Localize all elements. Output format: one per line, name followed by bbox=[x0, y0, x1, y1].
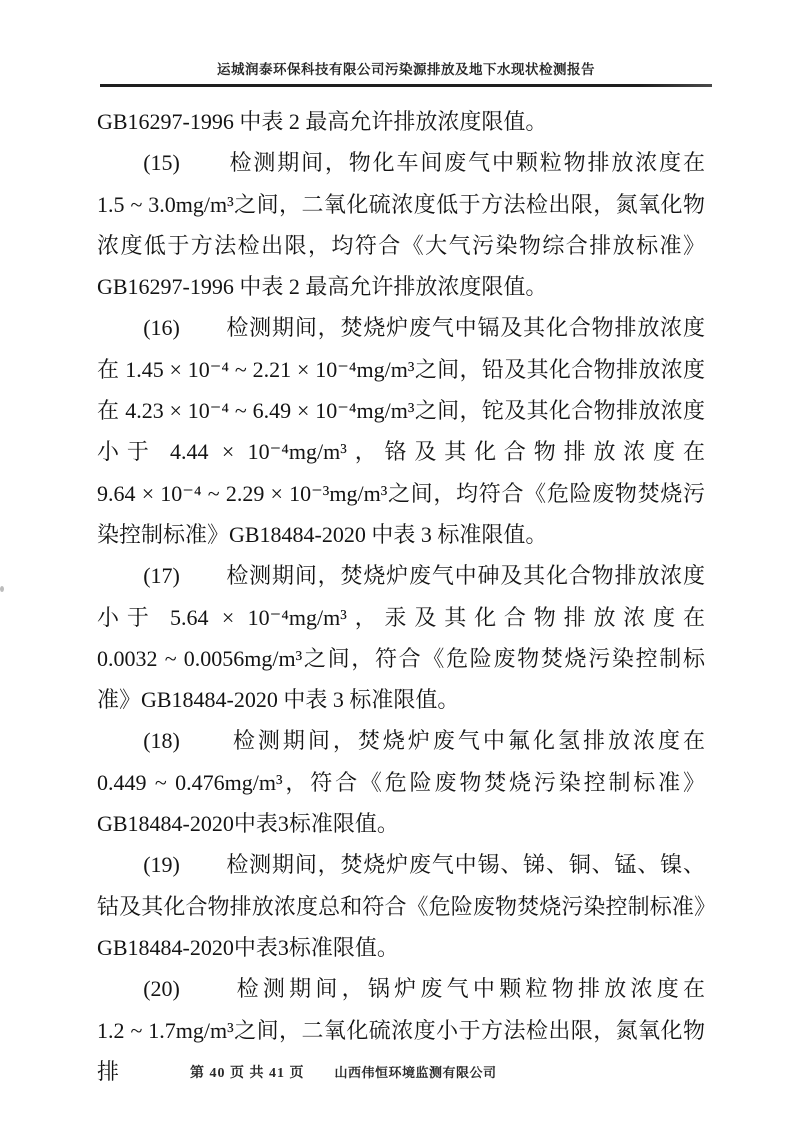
page-footer bbox=[190, 1062, 497, 1082]
scan-artifact-dot bbox=[0, 586, 4, 592]
header-rule bbox=[100, 84, 712, 87]
paragraph-continuation: GB16297-1996 中表 2 最高允许排放浓度限值。 bbox=[97, 109, 548, 134]
paragraph-19: (19) 检测期间，焚烧炉废气中锡、锑、铜、锰、镍、钴及其化合物排放浓度总和符合《危险废物焚烧污染控制标准》GB18484-2020中表3标准限值。 bbox=[97, 852, 705, 960]
paragraph-18: (18) 检测期间，焚烧炉废气中氟化氢排放浓度在 0.449 ~ 0.476mg/m³，符合《危险废物焚烧污染控制标准》GB18484-2020中表3标准限值。 bbox=[97, 728, 705, 837]
paragraph-15: (15) 检测期间，物化车间废气中颗粒物排放浓度在 1.5 ~ 3.0mg/m³之间，二氧化硫浓度低于方法检出限，氮氧化物浓度低于方法检出限，均符合《大气污染物综合排放标准》GB16297-1996 中表 2 最高允许排放浓度限值。 bbox=[97, 150, 705, 300]
footer-company: 山西伟恒环境监测有限公司 bbox=[334, 1065, 497, 1080]
paragraph-17: (17) 检测期间，焚烧炉废气中砷及其化合物排放浓度小于 5.64 × 10⁻⁴mg/m³，汞及其化合物排放浓度在 0.0032 ~ 0.0056mg/m³之间，符合《危险废物焚烧污染控制标准》GB18484-2020 中表 3 标准限值。 bbox=[97, 563, 705, 713]
paragraph-16: (16) 检测期间，焚烧炉废气中镉及其化合物排放浓度在 1.45 × 10⁻⁴ ~ 2.21 × 10⁻⁴mg/m³之间，铅及其化合物排放浓度在 4.23 × 10⁻⁴ ~ 6.49 × 10⁻⁴mg/m³之间，铊及其化合物排放浓度小于 4.44 × 10⁻⁴mg/m³，铬及其化合物排放浓度在 9.64 × 10⁻⁴ ~ 2.29 × 10⁻³mg/m³之间，均符合《危险废物焚烧污染控制标准》GB18484-2020 中表 3 标准限值。 bbox=[97, 315, 705, 547]
document-body bbox=[97, 101, 705, 1092]
header-title: 运城润泰环保科技有限公司污染源排放及地下水现状检测报告 bbox=[217, 62, 595, 77]
paragraph-20: (20) 检测期间，锅炉废气中颗粒物排放浓度在 1.2 ~ 1.7mg/m³之间，二氧化硫浓度小于方法检出限，氮氧化物排 bbox=[97, 976, 705, 1084]
page-number: 第 40 页 共 41 页 bbox=[190, 1066, 305, 1081]
page-header bbox=[100, 58, 712, 87]
